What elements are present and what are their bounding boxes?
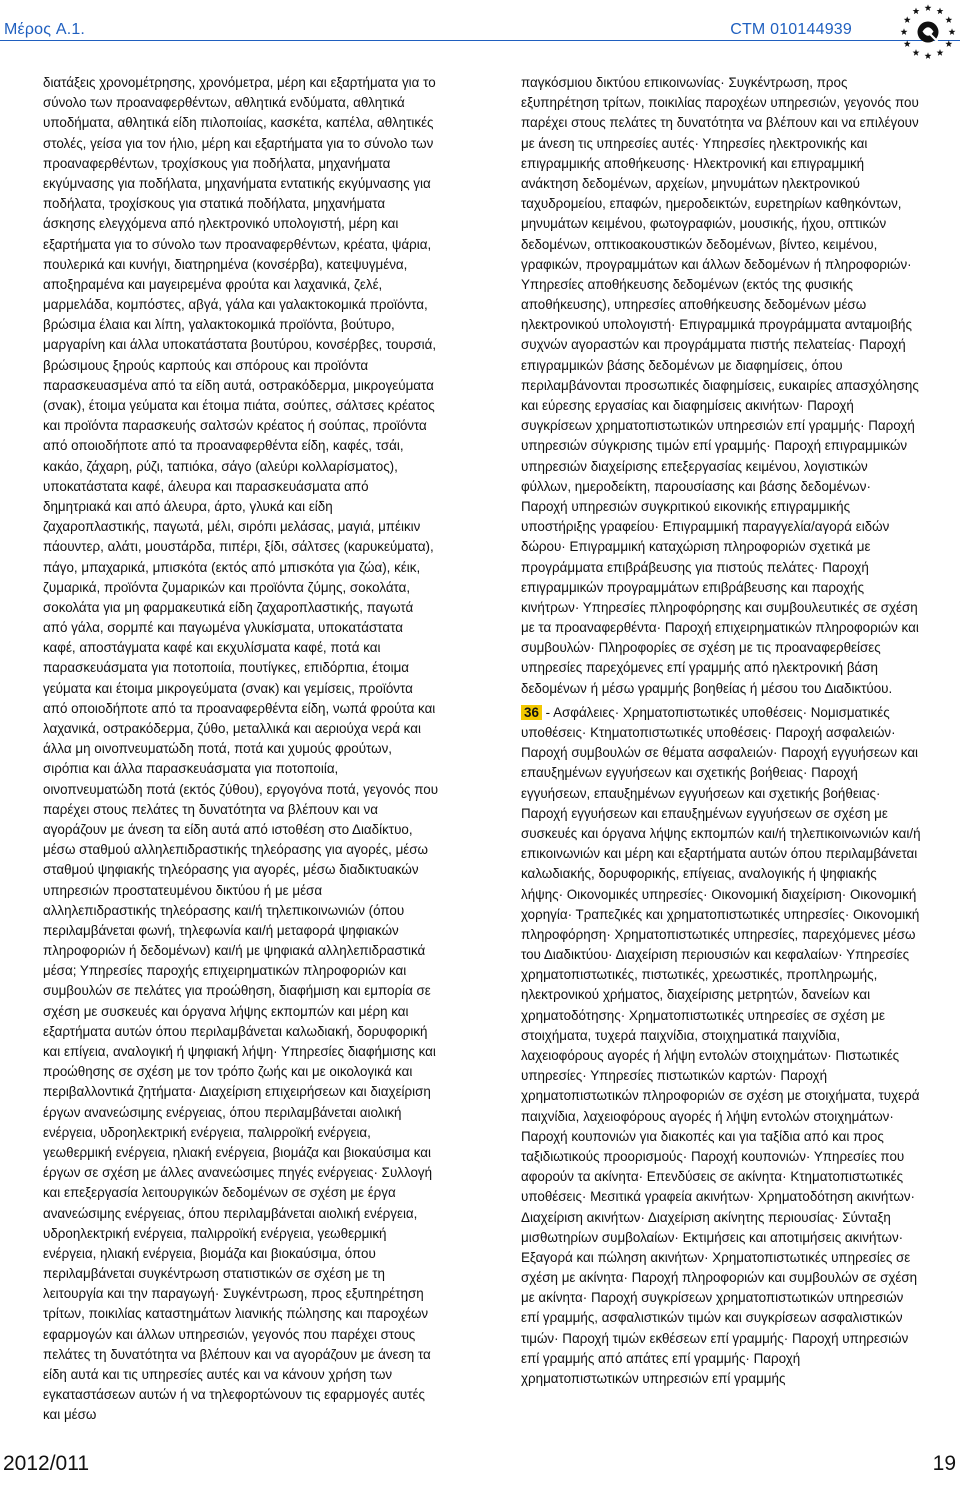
goods-services-text: διατάξεις χρονομέτρησης, χρονόμετρα, μέρη και εξαρτήματα για το σύνολο των προαναφερθέντων, αθλητικά ενδύματα, αθλητικά υποδήματα, αθλητικά είδη πιλοποιίας, κασκέτα, καπέλα, αθλητικές στολές, γείσα για τον ήλιο, μέρη και εξαρτήματα για το σύνολο των προαναφερθέντων, τροχίσκους για ποδήλατα, μηχανήματα εκγύμνασης για ποδήλατα, μηχανήματα εντατικής εκγύμνασης για ποδήλατα, τροχίσκους για στατικά ποδήλατα, μηχανήματα άσκησης ελεγχόμενα από ηλεκτρονικό υπολογιστή, μέρη και εξαρτήματα για το σύνολο των προαναφερθέντων, κρέατα, ψάρια, πουλερικά και κυνήγι, διατηρημένα (κονσέρβα), κατεψυγμένα, αποξηραμένα και μαγειρεμένα φρούτα και λαχανικά, ζελέ, μαρμελάδα, κομπόστες, αβγά, γάλα και γαλακτοκομικά προϊόντα, βρώσιμα έλαια και λίπη, γαλακτοκομικά προϊόντα, βούτυρο, μαργαρίνη και άλλα υποκατάστατα βουτύρου, κονσέρβες, τουρσιά, βρώσιμους ξηρούς καρπούς και σπόρους και προϊόντα παρασκευασμένα από τα είδη αυτά, οστρακόδερμα, μικρογεύματα (σνακ), έτοιμα γεύματα και έτοιμα πιάτα, σούπες, σάλτσες κρέατος και προϊόντα παρασκευής σαλτσών κρέατος ή σούπας, προϊόντα από οποιοδήποτε από τα προαναφερθέντα είδη, καφές, τσάι, κακάο, ζάχαρη, ρύζι, ταπιόκα, σάγο (αλεύρι κολλαρίσματος), υποκατάστατα καφέ, άλευρα και παρασκευάσματα από δημητριακά και από άλευρα, άρτο, γλυκά και είδη ζαχαροπλαστικής, παγωτά, μέλι, σιρόπι μελάσας, μαγιά, μπέικιν πάουντερ, αλάτι, μουστάρδα, πιπέρι, ξίδι, σάλτσες (καρυκεύματα), πάγο, μπαχαρικά, μπισκότα (εκτός από μπισκότα για ζώα), κέικ, ζυμαρικά, προϊόντα ζυμαρικών και προϊόντα ζύμης, σοκολάτα, σοκολάτα για μη φαρμακευτικά είδη ζαχαροπλαστικής, παγωτά από γάλα, σορμπέ και παγωμένα γλυκίσματα, υποκατάστατα καφέ, αποστάγματα καφέ και εκχυλίσματα καφέ, ποτά και παρασκευάσματα για ποτοποιία, πουτίγκες, επιδόρπια, έτοιμα γεύματα και έτοιμα μικρογεύματα (σνακ) και γεμίσεις, προϊόντα από οποιοδήποτε από τα προαναφερθέντα είδη, νωπά φρούτα και λαχανικά, οστρακόδερμα, ζύθο, μεταλλικά και αεριούχα νερά και άλλα μη οινοπνευματώδη ποτά, ποτά και χυμούς φρούτων, σιρόπια και άλλα παρασκευάσματα για ποτοποιία, οινοπνευματώδη ποτά (εκτός ζύθου), εργογόνα ποτά, γεγονός που παρέχει στους πελάτες τη δυνατότητα να βλέπουν και να αγοράζουν με άνεση τα είδη αυτά από ιστοθέση στο Διαδίκτυο, μέσω σταθμού αλληλεπιδραστικής τηλεόρασης για αγορές, μέσω σταθμού ψηφιακής τηλεόρασης για αγορές, μέσω διαδικτυακών υπηρεσιών προστατευμένου δικτύου ή με μέσα αλληλεπιδραστικής τηλεόρασης και/ή τηλεπικοινωνιών (όπου περιλαμβάνεται φωνή, τηλεφωνία και/ή μεταφορά ψηφιακών πληροφοριών ή δεδομένων) και/ή με ψηφιακά αλληλεπιδραστικά μέσα; Υπηρεσίες παροχής επιχειρηματικών πληροφοριών και συμβουλών σε πελάτες για προώθηση, διαφήμιση και εμπορία σε σχέση με συσκευές και όργανα λήψης εκπομπών και μέρη και εξαρτήματα αυτών όπου περιλαμβάνεται καλωδιακή, δορυφορική και επίγεια, αναλογική ή ψηφιακή λήψη· Υπηρεσίες διαφήμισης και προώθησης σε σχέση με τον τρόπο ζωής και με οικολογικά και περιβαλλοντικά ζητήματα· Διαχείριση επιχειρήσεων και διαχείριση έργων ανανεώσιμης ενέργειας, όπου περιλαμβάνεται αιολική ενέργεια, υδροηλεκτρική ενέργεια, παλιρροϊκή ενέργεια, γεωθερμική ενέργεια, ηλιακή ενέργεια, βιομάζα και βιοκαύσιμα και έργων σε σχέση με άλλες ανανεώσιμες πηγές ενέργειας· Συλλογή και επεξεργασία λειτουργικών δεδομένων σε σχέση με έργα ανανεώσιμης ενέργειας, όπου περιλαμβάνεται αιολική ενέργεια, υδροηλεκτρική ενέργεια, παλιρροϊκή ενέργεια, γεωθερμική ενέργεια, ηλιακή ενέργεια, βιομάζα και βιοκαύσιμα, όπου περιλαμβάνεται συγκέντρωση στατιστικών σε σχέση με τη λειτουργία και την παραγωγή· Συγκέντρωση, προς εξυπηρέτηση τρίτων, ποικιλίας καταστημάτων λιανικής πώλησης και παροχέων εφαρμογών και άλλων υπηρεσιών, γεγονός που παρέχει στους πελάτες τη δυνατότητα να βλέπουν και να αγοράζουν με άνεση τα είδη αυτά και τις υπηρεσίες αυτές και να κάνουν χρήση των εγκαταστάσεων αυτών ή να τηλεφορτώνουν τις εφαρμογές αυτές και μέσω: [43, 75, 439, 1423]
class-36-entry: [521, 703, 921, 1389]
logo-star: [904, 40, 911, 47]
logo-star: [925, 4, 932, 11]
footer-issue: 2012/011: [3, 1452, 90, 1475]
logo-star: [945, 40, 952, 47]
logo-star: [949, 28, 956, 35]
logo-star: [945, 16, 952, 23]
eu-stars-logo-icon: [896, 0, 960, 64]
services-text: παγκόσμιου δικτύου επικοινωνίας· Συγκέντρωση, προς εξυπηρέτηση τρίτων, ποικιλίας παροχέων υπηρεσιών, γεγονός που παρέχει στους πελάτες τη δυνατότητα να βλέπουν και να επιλέγουν με άνεση τις υπηρεσίες αυτές· Υπηρεσίες ηλεκτρονικής και επιγραμμικής αποθήκευσης· Ηλεκτρονική και επιγραμμική ανάκτηση δεδομένων, αρχείων, μηνυμάτων ηλεκτρονικού ταχυδρομείου, επαφών, ημεροδεικτών, ευρετηρίων καθηκόντων, μηνυμάτων κειμένου, φωτογραφιών, μουσικής, ήχου, οπτικών δεδομένων, οπτικοακουστικών δεδομένων, βίντεο, κειμένου, γραφικών, προγραμμάτων και άλλων δεδομένων ή πληροφοριών· Υπηρεσίες αποθήκευσης δεδομένων (εκτός της φυσικής αποθήκευσης), υπηρεσίες αποθήκευσης δεδομένων μέσω ηλεκτρονικού υπολογιστή· Επιγραμμικά προγράμματα ανταμοιβής συχνών αγοραστών και προγράμματα πιστής πελατείας· Παροχή επιγραμμικών βάσης δεδομένων με διαφημίσεις, όπου περιλαμβάνονται προσωπικές διαφημίσεις, ευκαιρίες απασχόλησης και εύρεσης εργασίας και διαφημίσεις ακινήτων· Παροχή συγκρίσεων χρηματοπιστωτικών υπηρεσιών επί γραμμής· Παροχή υπηρεσιών σύγκρισης τιμών επί γραμμής· Παροχή επιγραμμικών υπηρεσιών διαχείρισης επεξεργασίας κειμένου, λογιστικών φύλλων, ημεροδείκτη, παρουσίασης και βάσης δεδομένων· Παροχή υπηρεσιών συγκριτικού εικονικής επιγραμμικής υποστήριξης γραφείου· Επιγραμμική παραγγελία/αγορά ειδών δώρου· Επιγραμμική καταχώριση πληροφοριών σχετικά με προγράμματα επιβράβευσης για πιστούς πελάτες· Παροχή επιγραμμικών προγραμμάτων επιβράβευσης και παροχής κινήτρων· Υπηρεσίες πληροφόρησης και συμβουλευτικές σε σχέση με τα προαναφερθέντα· Παροχή επιχειρηματικών πληροφοριών και συμβουλών· Πληροφορίες σε σχέση με τις προαναφερθείσες υπηρεσίες παρεχόμενες επί γραμμής από ηλεκτρονική βάση δεδομένων ή μέσω γραμμής βοηθείας ή μέσου του Διαδικτύου.: [521, 75, 919, 696]
logo-star: [913, 49, 920, 56]
right-column: [521, 73, 921, 1389]
class-number-badge: 36: [521, 705, 542, 720]
class-36-text: - Ασφάλειες· Χρηματοπιστωτικές υποθέσεις· Νομισματικές υποθέσεις· Κτηματοπιστωτικές υποθέσεις· Παροχή ασφαλειών· Παροχή συμβουλών σε θέματα ασφαλειών· Παροχή εγγυήσεων και επαυξημένων εγγυήσεων και σχετικής βοήθειας· Παροχή εγγυήσεων, επαυξημένων εγγυήσεων και σχετικής βοήθειας· Παροχή εγγυήσεων και επαυξημένων εγγυήσεων σε σχέση με συσκευές και όργανα λήψης εκπομπών και/ή τηλεπικοινωνιών και/ή επικοινωνιών και μέρη και εξαρτήματα αυτών όπου περιλαμβάνεται καλωδιακής, δορυφορικής, επίγειας, αναλογικής ή ψηφιακής λήψης· Οικονομικές υπηρεσίες· Οικονομική διαχείριση· Οικονομική χορηγία· Τραπεζικές και χρηματοπιστωτικές υπηρεσίες· Οικονομική πληροφόρηση· Χρηματοπιστωτικές υπηρεσίες, παρεχόμενες μέσω του Διαδικτύου· Διαχείριση περιουσιών και κεφαλαίων· Υπηρεσίες χρηματοπιστωτικές, πιστωτικές, χρεωστικές, προπληρωμής, ηλεκτρονικού χρήματος, διαχείρισης μετρητών, δανείων και χρηματοδότησης· Χρηματοπιστωτικές υπηρεσίες σε σχέση με στοιχήματα, τυχερά παιχνίδια, στοιχηματικά παιχνίδια, λαχειοφόρους αγορές ή λήψη εντολών στοιχημάτων· Πιστωτικές υπηρεσίες· Υπηρεσίες πιστωτικών καρτών· Παροχή χρηματοπιστωτικών πληροφοριών σε σχέση με στοιχήματα, τυχερά παιχνίδια, λαχειοφόρους αγορές ή λήψη εντολών στοιχημάτων· Παροχή κουπονιών για διακοπές και για ταξίδια από και προς ταξιδιωτικούς προορισμούς· Παροχή κουπονιών· Υπηρεσίες που αφορούν τα ακίνητα· Επενδύσεις σε ακίνητα· Κτηματοπιστωτικές υποθέσεις· Μεσιτικά γραφεία ακινήτων· Χρηματοδότηση ακινήτων· Διαχείριση ακινήτων· Διαχείριση ακίνητης περιουσίας· Σύνταξη μισθωτηρίων συμβολαίων· Εκτιμήσεις και αποτιμήσεις ακινήτων· Εξαγορά και πώληση ακινήτων· Χρηματοπιστωτικές υπηρεσίες σε σχέση με ακίνητα· Παροχή πληροφοριών και συμβουλών σε σχέση με ακίνητα· Παροχή συγκρίσεων χρηματοπιστωτικών υπηρεσιών επί γραμμής, ασφαλιστικών τιμών και συγκρίσεων ασφαλιστικών τιμών· Παροχή τιμών εκθέσεων επί γραμμής· Παροχή υπηρεσιών επί γραμμής από απάτες επί γραμμής· Παροχή χρηματοπιστωτικών υπηρεσιών επί γραμμής: [521, 704, 921, 1386]
header-ctm-number: CTM 010144939: [730, 21, 852, 38]
footer-page-number: 19: [932, 1452, 956, 1475]
header-part-label: Μέρος A.1.: [4, 21, 86, 38]
logo-star: [937, 49, 944, 56]
logo-star: [904, 16, 911, 23]
left-column: [43, 73, 439, 1426]
logo-star: [901, 28, 908, 35]
header-rule: [0, 40, 960, 41]
logo-star: [913, 8, 920, 15]
logo-star: [937, 8, 944, 15]
logo-star: [925, 52, 932, 59]
